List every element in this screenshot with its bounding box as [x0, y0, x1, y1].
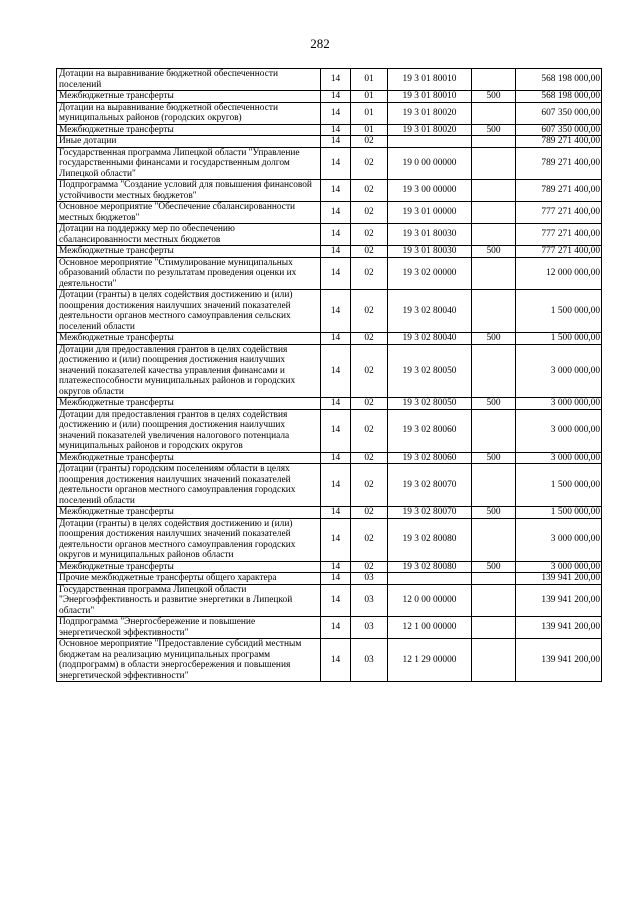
subsection-code-cell: 01: [351, 69, 388, 91]
expense-type-cell: [472, 344, 516, 398]
expense-type-cell: [472, 180, 516, 202]
amount-cell: 3 000 000,00: [516, 561, 602, 573]
section-code-cell: 14: [321, 124, 351, 136]
table-row: [57, 91, 602, 103]
subsection-code-cell: 02: [351, 561, 388, 573]
expense-type-cell: [472, 409, 516, 452]
row-name-cell: Дотации (гранты) городским поселениям области в целях поощрения достижения наилучших значений показателей деятельности органов местного самоуправления городских поселений области: [57, 464, 321, 507]
table-row: [57, 452, 602, 464]
target-article-cell: 19 3 02 80060: [388, 409, 472, 452]
section-code-cell: 14: [321, 573, 351, 585]
subsection-code-cell: 02: [351, 136, 388, 148]
subsection-code-cell: 01: [351, 91, 388, 103]
amount-cell: 3 000 000,00: [516, 409, 602, 452]
row-name-cell: Основное мероприятие "Предоставление субсидий местным бюджетам на реализацию муниципальных программ (подпрограмм) в области энергосбережения и повышения энергетической эффективности": [57, 639, 321, 682]
target-article-cell: 19 3 02 00000: [388, 257, 472, 290]
expense-type-cell: [472, 584, 516, 617]
table-row: [57, 102, 602, 124]
expense-type-cell: [472, 147, 516, 180]
expense-type-cell: [472, 69, 516, 91]
target-article-cell: 19 3 01 80020: [388, 102, 472, 124]
section-code-cell: 14: [321, 344, 351, 398]
section-code-cell: 14: [321, 333, 351, 345]
row-name-cell: Межбюджетные трансферты: [57, 398, 321, 410]
subsection-code-cell: 03: [351, 584, 388, 617]
amount-cell: 789 271 400,00: [516, 147, 602, 180]
table-row: [57, 147, 602, 180]
target-article-cell: 19 3 02 80070: [388, 507, 472, 519]
amount-cell: 3 000 000,00: [516, 452, 602, 464]
table-row: [57, 409, 602, 452]
section-code-cell: 14: [321, 136, 351, 148]
section-code-cell: 14: [321, 398, 351, 410]
table-row: [57, 464, 602, 507]
subsection-code-cell: 02: [351, 518, 388, 561]
amount-cell: 12 000 000,00: [516, 257, 602, 290]
amount-cell: 3 000 000,00: [516, 518, 602, 561]
section-code-cell: 14: [321, 202, 351, 224]
subsection-code-cell: 02: [351, 290, 388, 333]
subsection-code-cell: 02: [351, 409, 388, 452]
subsection-code-cell: 02: [351, 333, 388, 345]
amount-cell: 607 350 000,00: [516, 102, 602, 124]
row-name-cell: Иные дотации: [57, 136, 321, 148]
amount-cell: 777 271 400,00: [516, 224, 602, 246]
amount-cell: 3 000 000,00: [516, 344, 602, 398]
table-row: [57, 584, 602, 617]
expense-type-cell: [472, 617, 516, 639]
amount-cell: 1 500 000,00: [516, 290, 602, 333]
section-code-cell: 14: [321, 617, 351, 639]
row-name-cell: Прочие межбюджетные трансферты общего характера: [57, 573, 321, 585]
section-code-cell: 14: [321, 290, 351, 333]
amount-cell: 139 941 200,00: [516, 573, 602, 585]
expense-type-cell: [472, 290, 516, 333]
section-code-cell: 14: [321, 257, 351, 290]
amount-cell: 1 500 000,00: [516, 333, 602, 345]
target-article-cell: 19 0 00 00000: [388, 147, 472, 180]
expense-type-cell: [472, 136, 516, 148]
table-row: [57, 573, 602, 585]
subsection-code-cell: 01: [351, 124, 388, 136]
section-code-cell: 14: [321, 224, 351, 246]
table-row: [57, 257, 602, 290]
target-article-cell: 19 3 02 80050: [388, 398, 472, 410]
table-row: [57, 518, 602, 561]
target-article-cell: 19 3 01 00000: [388, 202, 472, 224]
target-article-cell: 19 3 02 80080: [388, 518, 472, 561]
expense-type-cell: [472, 202, 516, 224]
expense-type-cell: 500: [472, 333, 516, 345]
section-code-cell: 14: [321, 409, 351, 452]
amount-cell: 789 271 400,00: [516, 180, 602, 202]
table-row: [57, 617, 602, 639]
subsection-code-cell: 02: [351, 246, 388, 258]
row-name-cell: Дотации (гранты) в целях содействия достижению и (или) поощрения достижения наилучших значений показателей деятельности органов местного самоуправления городских округов и муниципальных районов области: [57, 518, 321, 561]
target-article-cell: [388, 136, 472, 148]
section-code-cell: 14: [321, 518, 351, 561]
subsection-code-cell: 02: [351, 452, 388, 464]
row-name-cell: Государственная программа Липецкой области "Управление государственными финансами и государственным долгом Липецкой области": [57, 147, 321, 180]
target-article-cell: 12 1 29 00000: [388, 639, 472, 682]
table-row: [57, 561, 602, 573]
amount-cell: 568 198 000,00: [516, 69, 602, 91]
budget-table: [56, 68, 602, 682]
target-article-cell: 19 3 02 80060: [388, 452, 472, 464]
target-article-cell: 19 3 02 80040: [388, 333, 472, 345]
table-row: [57, 344, 602, 398]
expense-type-cell: [472, 224, 516, 246]
subsection-code-cell: 03: [351, 617, 388, 639]
section-code-cell: 14: [321, 639, 351, 682]
target-article-cell: 19 3 01 80030: [388, 224, 472, 246]
expense-type-cell: [472, 639, 516, 682]
row-name-cell: Межбюджетные трансферты: [57, 91, 321, 103]
subsection-code-cell: 03: [351, 573, 388, 585]
row-name-cell: Межбюджетные трансферты: [57, 452, 321, 464]
expense-type-cell: [472, 573, 516, 585]
target-article-cell: 19 3 02 80050: [388, 344, 472, 398]
section-code-cell: 14: [321, 180, 351, 202]
target-article-cell: 19 3 01 80020: [388, 124, 472, 136]
section-code-cell: 14: [321, 561, 351, 573]
page-number: 282: [310, 36, 330, 51]
amount-cell: 139 941 200,00: [516, 617, 602, 639]
table-row: [57, 290, 602, 333]
row-name-cell: Дотации для предоставления грантов в целях содействия достижению и (или) поощрения достижения наилучших значений показателей увеличения налогового потенциала муниципальных районов и городских округов: [57, 409, 321, 452]
expense-type-cell: [472, 257, 516, 290]
table-row: [57, 180, 602, 202]
table-row: [57, 333, 602, 345]
table-row: [57, 136, 602, 148]
target-article-cell: 19 3 00 00000: [388, 180, 472, 202]
subsection-code-cell: 02: [351, 257, 388, 290]
row-name-cell: Подпрограмма "Создание условий для повышения финансовой устойчивости местных бюджетов": [57, 180, 321, 202]
target-article-cell: 19 3 02 80040: [388, 290, 472, 333]
subsection-code-cell: 02: [351, 464, 388, 507]
subsection-code-cell: 02: [351, 147, 388, 180]
row-name-cell: Основное мероприятие "Стимулирование муниципальных образований области по результатам проведения оценки их деятельности": [57, 257, 321, 290]
section-code-cell: 14: [321, 102, 351, 124]
subsection-code-cell: 02: [351, 180, 388, 202]
expense-type-cell: [472, 464, 516, 507]
row-name-cell: Государственная программа Липецкой области "Энергоэффективность и развитие энергетики в Липецкой области": [57, 584, 321, 617]
subsection-code-cell: 01: [351, 102, 388, 124]
amount-cell: 3 000 000,00: [516, 398, 602, 410]
table-row: [57, 398, 602, 410]
expense-type-cell: 500: [472, 398, 516, 410]
target-article-cell: 19 3 01 80030: [388, 246, 472, 258]
row-name-cell: Межбюджетные трансферты: [57, 507, 321, 519]
row-name-cell: Межбюджетные трансферты: [57, 246, 321, 258]
target-article-cell: 19 3 02 80070: [388, 464, 472, 507]
row-name-cell: Дотации для предоставления грантов в целях содействия достижению и (или) поощрения достижения наилучших значений показателей качества управления финансами и платежеспособности муниципальных районов и городских округов области: [57, 344, 321, 398]
row-name-cell: Дотации на выравнивание бюджетной обеспеченности поселений: [57, 69, 321, 91]
target-article-cell: 19 3 02 80080: [388, 561, 472, 573]
section-code-cell: 14: [321, 507, 351, 519]
table-row: [57, 246, 602, 258]
row-name-cell: Дотации на поддержку мер по обеспечению сбалансированности местных бюджетов: [57, 224, 321, 246]
amount-cell: 777 271 400,00: [516, 246, 602, 258]
section-code-cell: 14: [321, 464, 351, 507]
amount-cell: 607 350 000,00: [516, 124, 602, 136]
subsection-code-cell: 02: [351, 507, 388, 519]
amount-cell: 789 271 400,00: [516, 136, 602, 148]
expense-type-cell: 500: [472, 246, 516, 258]
section-code-cell: 14: [321, 91, 351, 103]
target-article-cell: [388, 573, 472, 585]
subsection-code-cell: 02: [351, 202, 388, 224]
table-row: [57, 507, 602, 519]
amount-cell: 1 500 000,00: [516, 464, 602, 507]
expense-type-cell: [472, 518, 516, 561]
section-code-cell: 14: [321, 452, 351, 464]
subsection-code-cell: 03: [351, 639, 388, 682]
amount-cell: 1 500 000,00: [516, 507, 602, 519]
subsection-code-cell: 02: [351, 224, 388, 246]
subsection-code-cell: 02: [351, 398, 388, 410]
table-row: [57, 69, 602, 91]
table-row: [57, 202, 602, 224]
table-row: [57, 124, 602, 136]
row-name-cell: Межбюджетные трансферты: [57, 333, 321, 345]
expense-type-cell: 500: [472, 561, 516, 573]
table-row: [57, 224, 602, 246]
expense-type-cell: 500: [472, 507, 516, 519]
subsection-code-cell: 02: [351, 344, 388, 398]
row-name-cell: Межбюджетные трансферты: [57, 561, 321, 573]
amount-cell: 777 271 400,00: [516, 202, 602, 224]
target-article-cell: 19 3 01 80010: [388, 91, 472, 103]
expense-type-cell: 500: [472, 124, 516, 136]
row-name-cell: Подпрограмма "Энергосбережение и повышение энергетической эффективности": [57, 617, 321, 639]
expense-type-cell: 500: [472, 452, 516, 464]
expense-type-cell: [472, 102, 516, 124]
row-name-cell: Дотации (гранты) в целях содействия достижению и (или) поощрения достижения наилучших значений показателей деятельности органов местного самоуправления сельских поселений области: [57, 290, 321, 333]
section-code-cell: 14: [321, 584, 351, 617]
target-article-cell: 12 1 00 00000: [388, 617, 472, 639]
amount-cell: 568 198 000,00: [516, 91, 602, 103]
row-name-cell: Дотации на выравнивание бюджетной обеспеченности муниципальных районов (городских округов): [57, 102, 321, 124]
target-article-cell: 12 0 00 00000: [388, 584, 472, 617]
section-code-cell: 14: [321, 69, 351, 91]
section-code-cell: 14: [321, 147, 351, 180]
row-name-cell: Основное мероприятие "Обеспечение сбалансированности местных бюджетов": [57, 202, 321, 224]
table-row: [57, 639, 602, 682]
target-article-cell: 19 3 01 80010: [388, 69, 472, 91]
row-name-cell: Межбюджетные трансферты: [57, 124, 321, 136]
section-code-cell: 14: [321, 246, 351, 258]
amount-cell: 139 941 200,00: [516, 584, 602, 617]
amount-cell: 139 941 200,00: [516, 639, 602, 682]
expense-type-cell: 500: [472, 91, 516, 103]
